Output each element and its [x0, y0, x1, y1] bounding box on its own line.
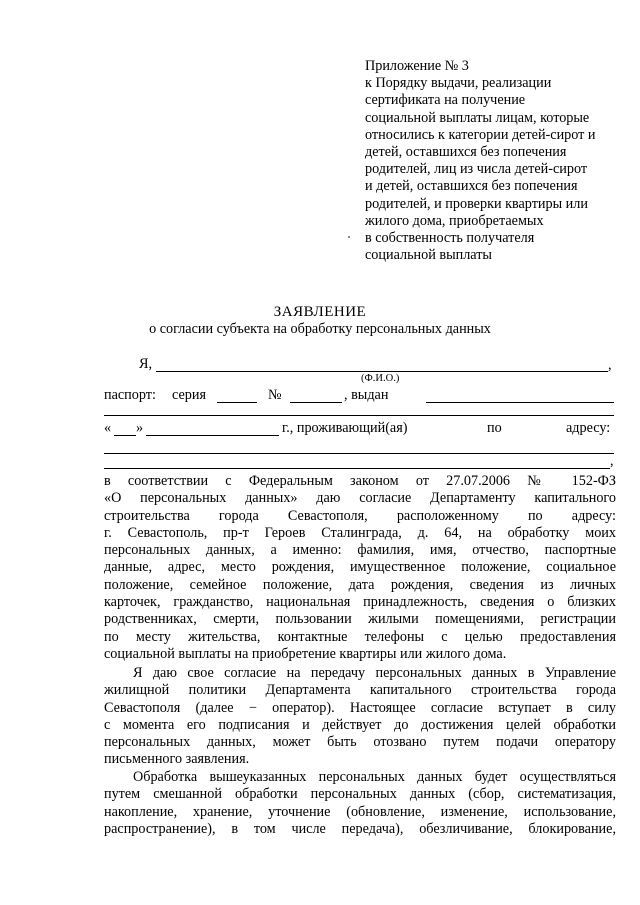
- address-field-line-1[interactable]: [104, 453, 614, 454]
- appendix-line: и детей, оставшихся без попечения: [365, 178, 578, 195]
- processing-paragraph: [104, 769, 616, 838]
- appendix-line: к Порядку выдачи, реализации: [365, 75, 552, 92]
- issue-day-field[interactable]: [114, 435, 136, 436]
- appendix-line: Приложение № 3: [365, 58, 469, 74]
- appendix-line: социальной выплаты лицам, которые: [365, 109, 590, 126]
- appendix-line: в собственность получателя: [365, 230, 535, 247]
- paragraph-line: накопление, хранение, уточнение (обновление, изменение, использование,: [104, 803, 616, 820]
- paragraph-line: данные, адрес, место рождения, имущественное положение, социальное: [104, 559, 616, 576]
- appendix-line: детей, оставшихся без попечения: [365, 144, 567, 161]
- paragraph-line: распространение), в том числе передача), обезличивание, блокирование,: [104, 820, 616, 837]
- consent-paragraph: [104, 473, 616, 663]
- address-comma: ,: [610, 453, 614, 469]
- paragraph-line: «О персональных данных» даю согласие Департаменту капитального: [104, 490, 616, 507]
- paragraph-line: г. Севастополь, пр-т Героев Сталинграда, д. 64, на обработку моих: [104, 524, 616, 541]
- date-open-quote: «: [104, 420, 112, 436]
- issued-label: , выдан: [344, 387, 389, 403]
- paragraph-line: родственниках, смерти, пользовании жилыми помещениями, регистрации: [104, 611, 616, 628]
- date-close-quote: »: [136, 420, 144, 436]
- fio-hint: (Ф.И.О.): [361, 373, 400, 384]
- appendix-line: социальной выплаты: [365, 247, 492, 264]
- fio-comma: ,: [608, 357, 612, 373]
- address-label: адресу:: [566, 420, 611, 436]
- po-label: по: [487, 420, 502, 436]
- appendix-line: сертификата на получение: [365, 92, 526, 109]
- document-subtitle: о согласии субъекта на обработку персональных данных: [149, 321, 491, 337]
- paragraph-line: в соответствии с Федеральным законом от 27.07.2006 № 152-ФЗ: [104, 473, 616, 489]
- document-title: ЗАЯВЛЕНИЕ: [273, 304, 367, 320]
- paragraph-line: Севастополя (далее − оператор). Настоящее согласие вступает в силу: [104, 699, 616, 716]
- transfer-consent-paragraph: [104, 665, 616, 769]
- paragraph-line: Обработка вышеуказанных персональных данных будет осуществляться: [133, 769, 616, 785]
- paragraph-line: с момента его подписания и действует до достижения целей обработки: [104, 716, 616, 733]
- address-field-line-2[interactable]: [104, 468, 610, 469]
- appendix-line: относились к категории детей-сирот и: [365, 126, 596, 143]
- fio-field[interactable]: [156, 371, 608, 372]
- paragraph-line: персональных данных, а именно: фамилия, имя, отчество, паспортные: [104, 542, 616, 559]
- passport-label: паспорт:: [104, 387, 156, 403]
- issue-month-year-field[interactable]: [146, 435, 279, 436]
- paragraph-line: социальной выплаты на приобретение квартиры или жилого дома.: [104, 645, 507, 662]
- passport-series-field[interactable]: [217, 402, 257, 403]
- appendix-header: [365, 58, 625, 264]
- ya-label: Я,: [139, 356, 153, 372]
- paragraph-line: путем смешанной обработки персональных данных (сбор, систематизация,: [104, 786, 616, 803]
- series-label: серия: [172, 387, 206, 403]
- residing-label: г., проживающий(ая): [282, 420, 408, 436]
- issued-by-field-continued[interactable]: [104, 415, 614, 416]
- paragraph-line: жилищной политики Департамента капитального строительства города: [104, 682, 616, 699]
- paragraph-line: карточек, гражданство, национальная принадлежность, сведения о близких: [104, 594, 616, 611]
- appendix-line: родителей, и проверки квартиры или: [365, 195, 588, 212]
- passport-number-field[interactable]: [290, 402, 342, 403]
- paragraph-line: Я даю свое согласие на передачу персональных данных в Управление: [133, 665, 616, 681]
- scan-speck: [348, 236, 350, 238]
- appendix-line: жилого дома, приобретаемых: [365, 212, 544, 229]
- paragraph-line: строительства города Севастополя, расположенному по адресу:: [104, 507, 616, 524]
- paragraph-line: письменного заявления.: [104, 751, 250, 768]
- paragraph-line: по месту жительства, контактные телефоны с целью предоставления: [104, 628, 616, 645]
- appendix-line: родителей, лиц из числа детей-сирот: [365, 161, 588, 178]
- number-label: №: [268, 387, 282, 403]
- paragraph-line: персональных данных, может быть отозвано путем подачи оператору: [104, 734, 616, 751]
- issued-by-field[interactable]: [426, 402, 614, 403]
- paragraph-line: положение, семейное положение, дата рождения, сведения из личных: [104, 576, 616, 593]
